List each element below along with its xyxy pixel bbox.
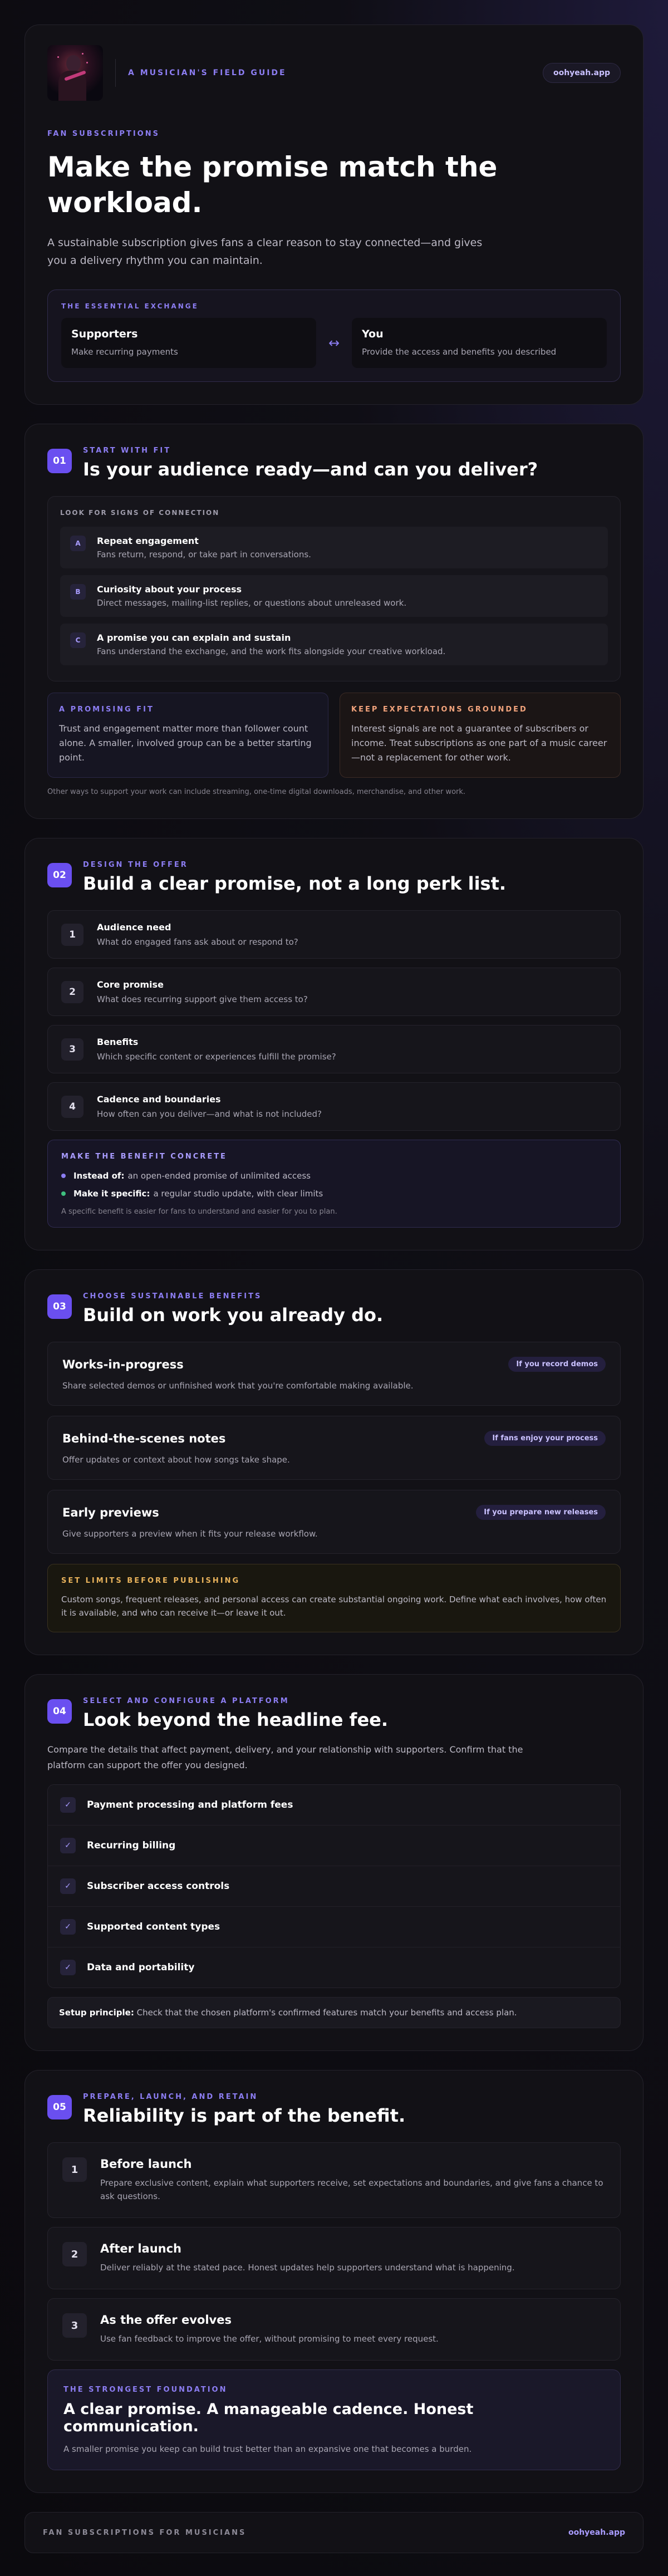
list-item: [47, 2227, 621, 2289]
phase-desc: Prepare exclusive content, explain what supporters receive, set expectations and boundaries, and give fans a chance to ask questions.: [100, 2178, 603, 2201]
section-benefits: [24, 1269, 644, 1655]
limits-text: Custom songs, frequent releases, and personal access can create substantial ongoing work. Define what each involves, how often it is available, and who can receive it—or leave it out.: [61, 1594, 607, 1618]
list-item: [60, 527, 608, 568]
section-eyebrow: CHOOSE SUSTAINABLE BENEFITS: [83, 1292, 262, 1301]
concrete-foot: A specific benefit is easier for fans to understand and easier for you to plan.: [61, 1208, 337, 1216]
check-icon: ✓: [60, 1797, 76, 1813]
check-icon: ✓: [60, 1960, 76, 1975]
principle-text: Check that the chosen platform's confirmed features match your benefits and access plan.: [136, 2008, 517, 2018]
list-item: [47, 1490, 621, 1554]
list-item: [48, 1866, 620, 1907]
benefit-desc: Offer updates or context about how songs take shape.: [62, 1455, 290, 1465]
promising-fit-box: [47, 693, 328, 778]
expectations-text: Interest signals are not a guarantee of subscribers or income. Treat subscriptions as one part of a music career—not a replacement for other work.: [351, 723, 607, 763]
feature-list: [47, 1784, 621, 1988]
list-item: [48, 1907, 620, 1947]
bullet-text: an open-ended promise of unlimited access: [127, 1171, 311, 1181]
footer-link[interactable]: oohyeah.app: [568, 2528, 625, 2537]
sign-desc: Fans return, respond, or take part in conversations.: [97, 549, 311, 560]
check-icon: ✓: [60, 1878, 76, 1894]
exchange-arrow-icon: ↔: [328, 335, 340, 351]
foundation-label: THE STRONGEST FOUNDATION: [63, 2386, 228, 2394]
step-title: Core promise: [97, 979, 164, 990]
hero-eyebrow: FAN SUBSCRIPTIONS: [47, 130, 160, 138]
concrete-label: MAKE THE BENEFIT CONCRETE: [61, 1152, 227, 1161]
step-number: 4: [61, 1096, 84, 1118]
section-eyebrow: START WITH FIT: [83, 446, 171, 455]
dot-icon: [61, 1191, 66, 1196]
foundation-title: A clear promise. A manageable cadence. Honest communication.: [63, 2401, 474, 2435]
list-item: [47, 1416, 621, 1480]
section-eyebrow: DESIGN THE OFFER: [83, 861, 188, 869]
exchange-left-desc: Make recurring payments: [71, 347, 178, 357]
list-item: [47, 2298, 621, 2361]
bullet-label: Make it specific:: [73, 1189, 150, 1199]
benefit-title: Early previews: [62, 1505, 159, 1519]
letter-badge: B: [70, 584, 86, 600]
exchange-right-desc: Provide the access and benefits you described: [362, 347, 557, 357]
section-number: 05: [47, 2095, 72, 2119]
check-icon: ✓: [60, 1919, 76, 1935]
feature-label: Subscriber access controls: [87, 1881, 230, 1892]
sign-title: Repeat engagement: [97, 536, 199, 546]
step-desc: What does recurring support give them access to?: [97, 994, 308, 1004]
list-item: [48, 1826, 620, 1866]
list-item: [60, 624, 608, 665]
section-eyebrow: PREPARE, LAUNCH, AND RETAIN: [83, 2093, 258, 2101]
bullet-instead: [61, 1171, 607, 1181]
principle-label: Setup principle:: [59, 2008, 134, 2018]
dot-icon: [61, 1174, 66, 1178]
limits-box: [47, 1564, 621, 1632]
section-title: Reliability is part of the benefit.: [83, 2105, 406, 2126]
section-title: Is your audience ready—and can you deliver?: [83, 459, 538, 480]
section-number: 02: [47, 863, 72, 887]
step-desc: Which specific content or experiences fulfill the promise?: [97, 1052, 336, 1062]
phase-desc: Use fan feedback to improve the offer, without promising to meet every request.: [100, 2334, 439, 2344]
benefit-tag: If you record demos: [508, 1357, 606, 1372]
footnote: Other ways to support your work can include streaming, one-time digital downloads, merchandise, and other work.: [47, 788, 466, 796]
bullet-specific: [61, 1189, 607, 1199]
exchange-label: THE ESSENTIAL EXCHANGE: [61, 302, 199, 310]
sign-desc: Fans understand the exchange, and the work fits alongside your creative workload.: [97, 646, 446, 656]
list-item: [48, 1785, 620, 1826]
fit-label: A PROMISING FIT: [59, 705, 154, 714]
essential-exchange: [47, 290, 621, 382]
section-offer: [24, 838, 644, 1250]
phase-title: After launch: [100, 2242, 182, 2255]
section-fit: [24, 424, 644, 819]
footer: [24, 2512, 644, 2553]
site-link[interactable]: oohyeah.app: [543, 63, 621, 83]
exchange-you: [352, 318, 607, 368]
letter-badge: C: [70, 632, 86, 648]
guide-label: A MUSICIAN'S FIELD GUIDE: [128, 68, 287, 77]
list-item: [47, 2142, 621, 2218]
exchange-supporters: [61, 318, 316, 368]
step-number: 1: [61, 924, 84, 946]
phase-title: Before launch: [100, 2157, 192, 2171]
section-launch: [24, 2070, 644, 2493]
phase-number: 2: [62, 2242, 87, 2266]
foundation-box: [47, 2369, 621, 2470]
list-item: [47, 968, 621, 1016]
section-title: Build a clear promise, not a long perk list.: [83, 873, 507, 894]
concrete-box: [47, 1140, 621, 1228]
step-number: 2: [61, 981, 84, 1003]
setup-principle: [47, 1997, 621, 2028]
letter-badge: A: [70, 536, 86, 551]
phase-title: As the offer evolves: [100, 2313, 232, 2327]
section-platform: [24, 1674, 644, 2051]
list-item: [47, 1082, 621, 1131]
platform-lead: Compare the details that affect payment, delivery, and your relationship with supporters. Confirm that the platform can support the offer you designed.: [47, 1744, 523, 1770]
step-title: Cadence and boundaries: [97, 1094, 221, 1105]
exchange-right-title: You: [362, 328, 384, 340]
musician-image: [47, 45, 103, 101]
sign-title: Curiosity about your process: [97, 584, 242, 595]
section-eyebrow: SELECT AND CONFIGURE A PLATFORM: [83, 1697, 289, 1705]
list-item: [60, 575, 608, 617]
list-item: [48, 1947, 620, 1988]
limits-label: SET LIMITS BEFORE PUBLISHING: [61, 1577, 240, 1585]
section-number: 04: [47, 1699, 72, 1724]
benefit-title: Behind-the-scenes notes: [62, 1431, 226, 1445]
expectations-box: [340, 693, 621, 778]
list-item: [47, 1025, 621, 1073]
hero-card: [24, 24, 644, 405]
step-title: Benefits: [97, 1037, 139, 1047]
signs-label: LOOK FOR SIGNS OF CONNECTION: [60, 509, 220, 517]
benefit-title: Works-in-progress: [62, 1357, 184, 1371]
phase-number: 3: [62, 2313, 87, 2338]
feature-label: Payment processing and platform fees: [87, 1799, 293, 1810]
phase-number: 1: [62, 2157, 87, 2182]
step-desc: What do engaged fans ask about or respond to?: [97, 937, 298, 947]
sign-desc: Direct messages, mailing-list replies, or questions about unreleased work.: [97, 598, 407, 608]
bullet-text: a regular studio update, with clear limits: [153, 1189, 323, 1199]
section-number: 01: [47, 449, 72, 473]
section-number: 03: [47, 1294, 72, 1319]
expectations-label: KEEP EXPECTATIONS GROUNDED: [351, 705, 528, 714]
section-title: Build on work you already do.: [83, 1304, 384, 1326]
benefit-tag: If fans enjoy your process: [484, 1431, 606, 1446]
divider: [115, 59, 116, 87]
benefit-tag: If you prepare new releases: [476, 1505, 606, 1520]
footer-label: FAN SUBSCRIPTIONS FOR MUSICIANS: [43, 2528, 247, 2537]
page-title: Make the promise match the workload.: [47, 151, 498, 219]
feature-label: Data and portability: [87, 1962, 195, 1973]
signs-panel: [47, 496, 621, 681]
step-desc: How often can you deliver—and what is not included?: [97, 1109, 322, 1119]
benefit-desc: Give supporters a preview when it fits your release workflow.: [62, 1529, 318, 1539]
feature-label: Recurring billing: [87, 1840, 176, 1851]
bullet-label: Instead of:: [73, 1171, 125, 1181]
hero-lead: A sustainable subscription gives fans a clear reason to stay connected—and gives you a delivery rhythm you can maintain.: [47, 237, 483, 267]
section-title: Look beyond the headline fee.: [83, 1709, 389, 1730]
fit-text: Trust and engagement matter more than follower count alone. A smaller, involved group can be a better starting point.: [59, 723, 312, 763]
benefit-desc: Share selected demos or unfinished work that you're comfortable making available.: [62, 1381, 414, 1391]
phase-desc: Deliver reliably at the stated pace. Honest updates help supporters understand what is happening.: [100, 2263, 515, 2273]
feature-label: Supported content types: [87, 1921, 220, 1932]
check-icon: ✓: [60, 1838, 76, 1853]
list-item: [47, 1342, 621, 1406]
list-item: [47, 910, 621, 959]
foundation-text: A smaller promise you keep can build trust better than an expansive one that becomes a burden.: [63, 2444, 472, 2454]
step-number: 3: [61, 1038, 84, 1061]
step-title: Audience need: [97, 922, 171, 933]
exchange-left-title: Supporters: [71, 328, 138, 340]
sign-title: A promise you can explain and sustain: [97, 632, 291, 643]
